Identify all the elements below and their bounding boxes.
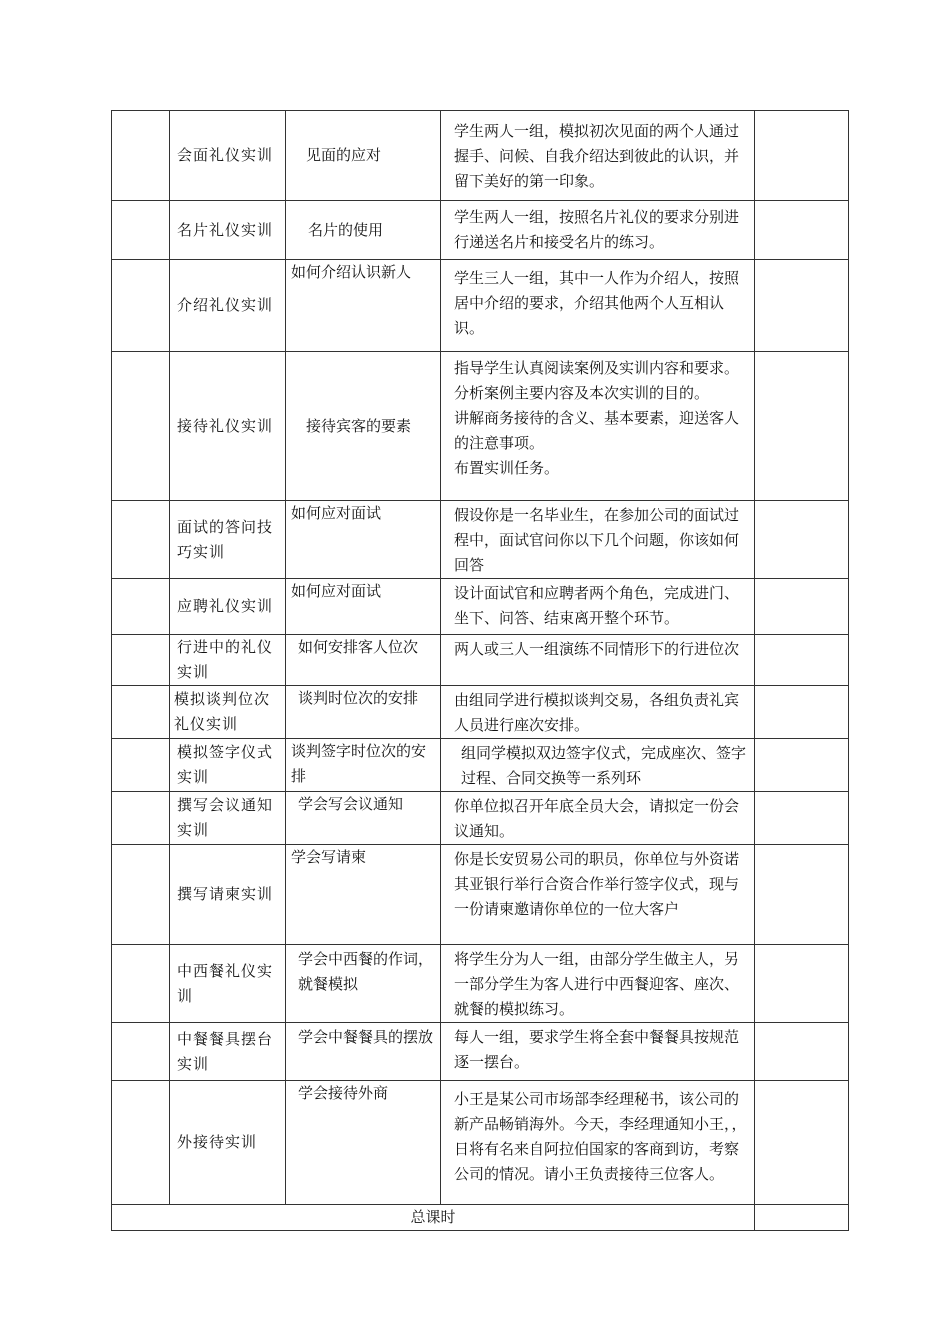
cell-content: 由组同学进行模拟谈判交易，各组负责礼宾人员进行座次安排。 xyxy=(441,686,755,739)
cell-content: 你是长安贸易公司的职员，你单位与外资诺其亚银行举行合资合作举行签字仪式，现与一份请柬邀请你单位的一位大客户 xyxy=(441,845,755,945)
cell-item: 如何应对面试 xyxy=(286,501,441,579)
cell-content: 你单位拟召开年底全员大会，请拟定一份会议通知。 xyxy=(441,792,755,845)
cell-item: 谈判签字时位次的安排 xyxy=(286,739,441,792)
table-row xyxy=(112,945,849,1023)
table-row xyxy=(112,635,849,686)
table-row xyxy=(112,1081,849,1205)
cell-content: 学生三人一组，其中一人作为介绍人，按照居中介绍的要求，介绍其他两个人互相认识。 xyxy=(441,260,755,352)
cell-name: 行进中的礼仪实训 xyxy=(170,635,286,686)
table-row xyxy=(112,111,849,201)
total-row xyxy=(112,1205,849,1231)
cell-name: 中餐餐具摆台实训 xyxy=(170,1023,286,1081)
course-table xyxy=(111,110,849,1231)
cell-name: 名片礼仪实训 xyxy=(170,201,286,260)
cell-item: 学会写请柬 xyxy=(286,845,441,945)
cell-item: 如何介绍认识新人 xyxy=(286,260,441,352)
table-row xyxy=(112,739,849,792)
cell-content: 小王是某公司市场部李经理秘书，该公司的新产品畅销海外。今天，李经理通知小王，，日将有名来自阿拉伯国家的客商到访，考察公司的情况。请小王负责接待三位客人。 xyxy=(441,1081,755,1205)
cell-content: 将学生分为人一组，由部分学生做主人，另一部分学生为客人进行中西餐迎客、座次、就餐的模拟练习。 xyxy=(441,945,755,1023)
table-row xyxy=(112,792,849,845)
cell-item: 名片的使用 xyxy=(286,201,441,260)
cell-item: 如何应对面试 xyxy=(286,579,441,635)
cell-name: 外接待实训 xyxy=(170,1081,286,1205)
cell-name: 接待礼仪实训 xyxy=(170,352,286,501)
cell-content: 设计面试官和应聘者两个角色，完成进门、坐下、问答、结束离开整个环节。 xyxy=(441,579,755,635)
cell-name: 撰写请柬实训 xyxy=(170,845,286,945)
cell-content: 组同学模拟双边签字仪式，完成座次、签字过程、合同交换等一系列环 xyxy=(441,739,755,792)
cell-item: 学会接待外商 xyxy=(286,1081,441,1205)
cell-content: 假设你是一名毕业生，在参加公司的面试过程中，面试官问你以下几个问题，你该如何回答 xyxy=(441,501,755,579)
cell-item: 学会中西餐的作词，就餐模拟 xyxy=(286,945,441,1023)
cell-content: 学生两人一组，模拟初次见面的两个人通过握手、问候、自我介绍达到彼此的认识，并留下美好的第一印象。 xyxy=(441,111,755,201)
table-row xyxy=(112,352,849,501)
cell-content: 两人或三人一组演练不同情形下的行进位次 xyxy=(441,635,755,686)
cell-content: 指导学生认真阅读案例及实训内容和要求。 分析案例主要内容及本次实训的目的。 讲解商务接待的含义、基本要素，迎送客人的注意事项。 布置实训任务。 xyxy=(441,352,755,501)
cell-item: 谈判时位次的安排 xyxy=(286,686,441,739)
cell-content: 每人一组，要求学生将全套中餐餐具按规范逐一摆台。 xyxy=(441,1023,755,1081)
table-row xyxy=(112,579,849,635)
cell-name: 中西餐礼仪实训 xyxy=(170,945,286,1023)
cell-name: 面试的答问技巧实训 xyxy=(170,501,286,579)
cell-item: 学会写会议通知 xyxy=(286,792,441,845)
cell-name: 会面礼仪实训 xyxy=(170,111,286,201)
table-row xyxy=(112,201,849,260)
cell-item: 如何安排客人位次 xyxy=(286,635,441,686)
total-label: 总课时 xyxy=(112,1205,755,1231)
cell-content: 学生两人一组，按照名片礼仪的要求分别进行递送名片和接受名片的练习。 xyxy=(441,201,755,260)
table-row xyxy=(112,845,849,945)
cell-name: 介绍礼仪实训 xyxy=(170,260,286,352)
table-row xyxy=(112,686,849,739)
cell-item: 学会中餐餐具的摆放 xyxy=(286,1023,441,1081)
cell-item: 接待宾客的要素 xyxy=(286,352,441,501)
cell-hours xyxy=(755,111,849,201)
cell-name: 模拟谈判位次礼仪实训 xyxy=(170,686,286,739)
total-hours xyxy=(755,1205,849,1231)
cell-name: 应聘礼仪实训 xyxy=(170,579,286,635)
cell-name: 模拟签字仪式实训 xyxy=(170,739,286,792)
table-row xyxy=(112,1023,849,1081)
cell-name: 撰写会议通知实训 xyxy=(170,792,286,845)
table-row xyxy=(112,260,849,352)
cell-item: 见面的应对 xyxy=(286,111,441,201)
table-row xyxy=(112,501,849,579)
cell-index xyxy=(112,111,170,201)
